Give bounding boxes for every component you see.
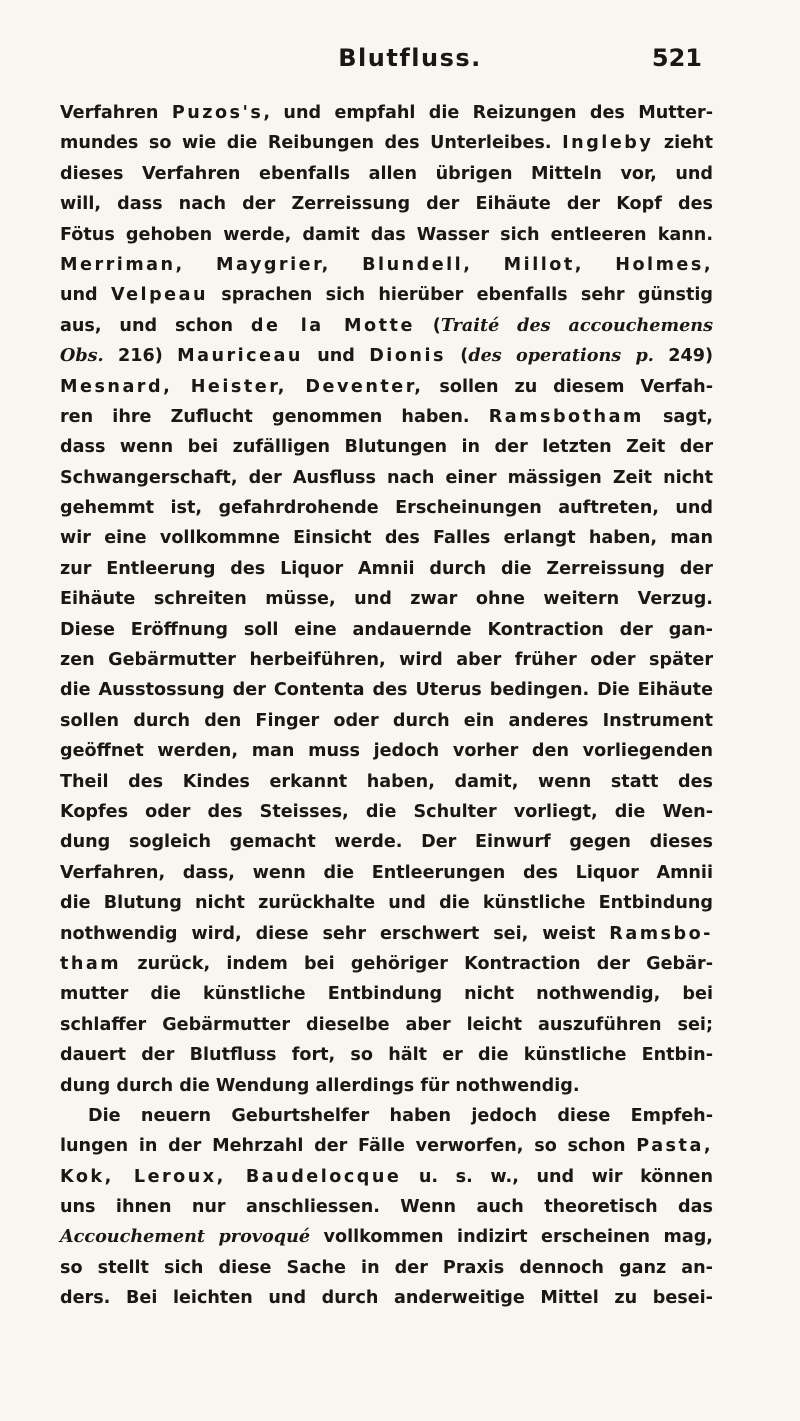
text-run: zur Entleerung des Liquor Amnii durch die Zerreissung der bbox=[60, 558, 713, 579]
text-line bbox=[60, 919, 713, 949]
text-run: mutter die künstliche Entbindung nicht nothwendig, bei bbox=[60, 984, 713, 1005]
text-line bbox=[60, 220, 713, 250]
italic-citation: des operations p. bbox=[468, 345, 654, 367]
text-run: dass wenn bei zufälligen Blutungen in der letzten Zeit der bbox=[60, 437, 713, 458]
text-line bbox=[60, 432, 713, 462]
author-name: de la Motte bbox=[250, 315, 415, 336]
text-run: und bbox=[302, 346, 370, 367]
text-run: Kopfes oder des Steisses, die Schulter vorliegt, die Wen- bbox=[60, 801, 713, 822]
text-line bbox=[60, 280, 713, 310]
text-run: lungen in der Mehrzahl der Fälle verworfen, so schon bbox=[60, 1136, 637, 1157]
italic-citation: Traité des accouchemens bbox=[440, 314, 713, 336]
text-run: die Ausstossung der Contenta des Uterus bedingen. Die Eihäute bbox=[60, 680, 713, 701]
italic-citation: Accouchement provoqué bbox=[60, 1226, 311, 1248]
text-line bbox=[60, 402, 713, 432]
text-line bbox=[60, 1010, 713, 1040]
text-line bbox=[60, 1162, 713, 1192]
text-line bbox=[60, 128, 713, 158]
text-line bbox=[60, 523, 713, 553]
text-run: zen Gebärmutter herbeiführen, wird aber früher oder später bbox=[60, 650, 713, 671]
text-run: nothwendig wird, diese sehr erschwert sei, weist bbox=[60, 923, 610, 944]
text-line bbox=[60, 311, 713, 341]
text-run: dauert der Blutfluss fort, so hält er die künstliche Entbin- bbox=[60, 1045, 713, 1066]
text-run: sollen durch den Finger oder durch ein anderes Instrument bbox=[60, 710, 713, 731]
text-run: ( bbox=[414, 315, 441, 336]
text-run: dung sogleich gemacht werde. Der Einwurf gegen dieses bbox=[60, 832, 713, 853]
text-line bbox=[60, 767, 713, 797]
text-line bbox=[60, 189, 713, 219]
text-line bbox=[60, 98, 713, 128]
text-run: Theil des Kindes erkannt haben, damit, wenn statt des bbox=[60, 771, 713, 792]
text-line bbox=[60, 858, 713, 888]
text-line bbox=[60, 615, 713, 645]
text-run: die Blutung nicht zurückhalte und die künstliche Entbindung bbox=[60, 893, 713, 914]
text-run: wir eine vollkommne Einsicht des Falles erlangt haben, man bbox=[60, 528, 713, 549]
italic-citation: Obs. bbox=[60, 345, 104, 367]
text-run: mundes so wie die Reibungen des Unterleibes. bbox=[60, 133, 563, 154]
text-line bbox=[60, 1131, 713, 1161]
text-run: Verfahren, dass, wenn die Entleerungen des Liquor Amnii bbox=[60, 862, 713, 883]
text-run: Verfahren bbox=[60, 103, 172, 123]
text-run: , und empfahl die Reizungen des Mutter- bbox=[263, 103, 713, 123]
text-run: dieses Verfahren ebenfalls allen übrigen Mitteln vor, und bbox=[60, 163, 713, 184]
author-name: Dionis bbox=[369, 346, 446, 367]
text-run: geöffnet werden, man muss jedoch vorher den vorliegenden bbox=[60, 741, 713, 762]
text-line bbox=[60, 341, 713, 371]
text-line bbox=[60, 584, 713, 614]
text-run: vollkommen indizirt erscheinen mag, bbox=[310, 1227, 713, 1248]
text-line bbox=[60, 1071, 713, 1101]
text-line bbox=[60, 493, 713, 523]
text-run: zieht bbox=[653, 133, 713, 154]
text-line bbox=[60, 827, 713, 857]
page-number: 521 bbox=[651, 44, 702, 72]
author-name: Kok, Leroux, Baudelocque bbox=[60, 1166, 402, 1187]
text-line bbox=[60, 1101, 713, 1131]
text-line bbox=[60, 675, 713, 705]
text-run: Eihäute schreiten müsse, und zwar ohne weitern Verzug. bbox=[60, 589, 713, 610]
text-run: 216) bbox=[103, 346, 178, 367]
text-run: aus, und schon bbox=[60, 315, 251, 336]
text-run: Diese Eröffnung soll eine andauernde Kontraction der gan- bbox=[60, 619, 713, 640]
text-line bbox=[60, 554, 713, 584]
text-run: ders. Bei leichten und durch anderweitige Mittel zu besei- bbox=[60, 1288, 713, 1309]
text-line bbox=[60, 949, 713, 979]
text-run: zurück, indem bei gehöriger Kontraction der Gebär- bbox=[121, 953, 713, 974]
text-run: Fötus gehoben werde, damit das Wasser sich entleeren kann. bbox=[60, 224, 713, 245]
author-name: Puzos's bbox=[171, 103, 264, 123]
text-line bbox=[60, 463, 713, 493]
text-line bbox=[60, 706, 713, 736]
body-text bbox=[60, 98, 713, 1314]
text-line bbox=[60, 736, 713, 766]
author-name: Ramsbo- bbox=[609, 923, 713, 944]
text-run: uns ihnen nur anschliessen. Wenn auch theoretisch das bbox=[60, 1197, 713, 1218]
text-run: schlaffer Gebärmutter dieselbe aber leicht auszuführen sei; bbox=[60, 1014, 713, 1035]
author-name: Velpeau bbox=[110, 285, 208, 306]
running-title: Blutfluss. bbox=[338, 44, 482, 72]
text-run: dung durch die Wendung allerdings für nothwendig. bbox=[60, 1075, 580, 1096]
text-run: sagt, bbox=[643, 406, 713, 427]
page-header bbox=[60, 44, 760, 84]
text-line bbox=[60, 372, 713, 402]
text-run: ren ihre Zuflucht genommen haben. bbox=[60, 406, 489, 427]
text-run: Schwangerschaft, der Ausfluss nach einer mässigen Zeit nicht bbox=[60, 467, 713, 488]
text-run: und bbox=[60, 285, 111, 306]
text-run: Die neuern Geburtshelfer haben jedoch diese Empfeh- bbox=[88, 1105, 713, 1126]
author-name: Mauriceau bbox=[177, 346, 303, 367]
text-run: ( bbox=[445, 346, 469, 367]
text-run: so stellt sich diese Sache in der Praxis dennoch ganz an- bbox=[60, 1257, 713, 1278]
text-line bbox=[60, 645, 713, 675]
text-run: will, dass nach der Zerreissung der Eihäute der Kopf des bbox=[60, 194, 713, 215]
text-line bbox=[60, 1253, 713, 1283]
text-line bbox=[60, 888, 713, 918]
author-name: tham bbox=[60, 953, 122, 974]
text-line bbox=[60, 250, 713, 280]
text-line bbox=[60, 797, 713, 827]
text-line bbox=[60, 159, 713, 189]
text-line bbox=[60, 1283, 713, 1313]
text-run: 249) bbox=[653, 346, 713, 367]
text-run: sollen zu diesem Verfah- bbox=[423, 376, 713, 397]
author-name: Ramsbotham bbox=[488, 406, 644, 427]
text-run: u. s. w., und wir können bbox=[401, 1166, 713, 1187]
text-run: sprachen sich hierüber ebenfalls sehr günstig bbox=[208, 285, 713, 306]
text-line bbox=[60, 1222, 713, 1252]
author-name: Pasta, bbox=[636, 1136, 713, 1157]
text-line bbox=[60, 979, 713, 1009]
text-line bbox=[60, 1040, 713, 1070]
author-name: Ingleby bbox=[562, 133, 654, 154]
text-line bbox=[60, 1192, 713, 1222]
author-name: Merriman, Maygrier, Blundell, Millot, Holmes, bbox=[60, 254, 713, 275]
text-run: gehemmt ist, gefahrdrohende Erscheinungen auftreten, und bbox=[60, 498, 713, 519]
author-name: Mesnard, Heister, Deventer, bbox=[60, 376, 424, 397]
